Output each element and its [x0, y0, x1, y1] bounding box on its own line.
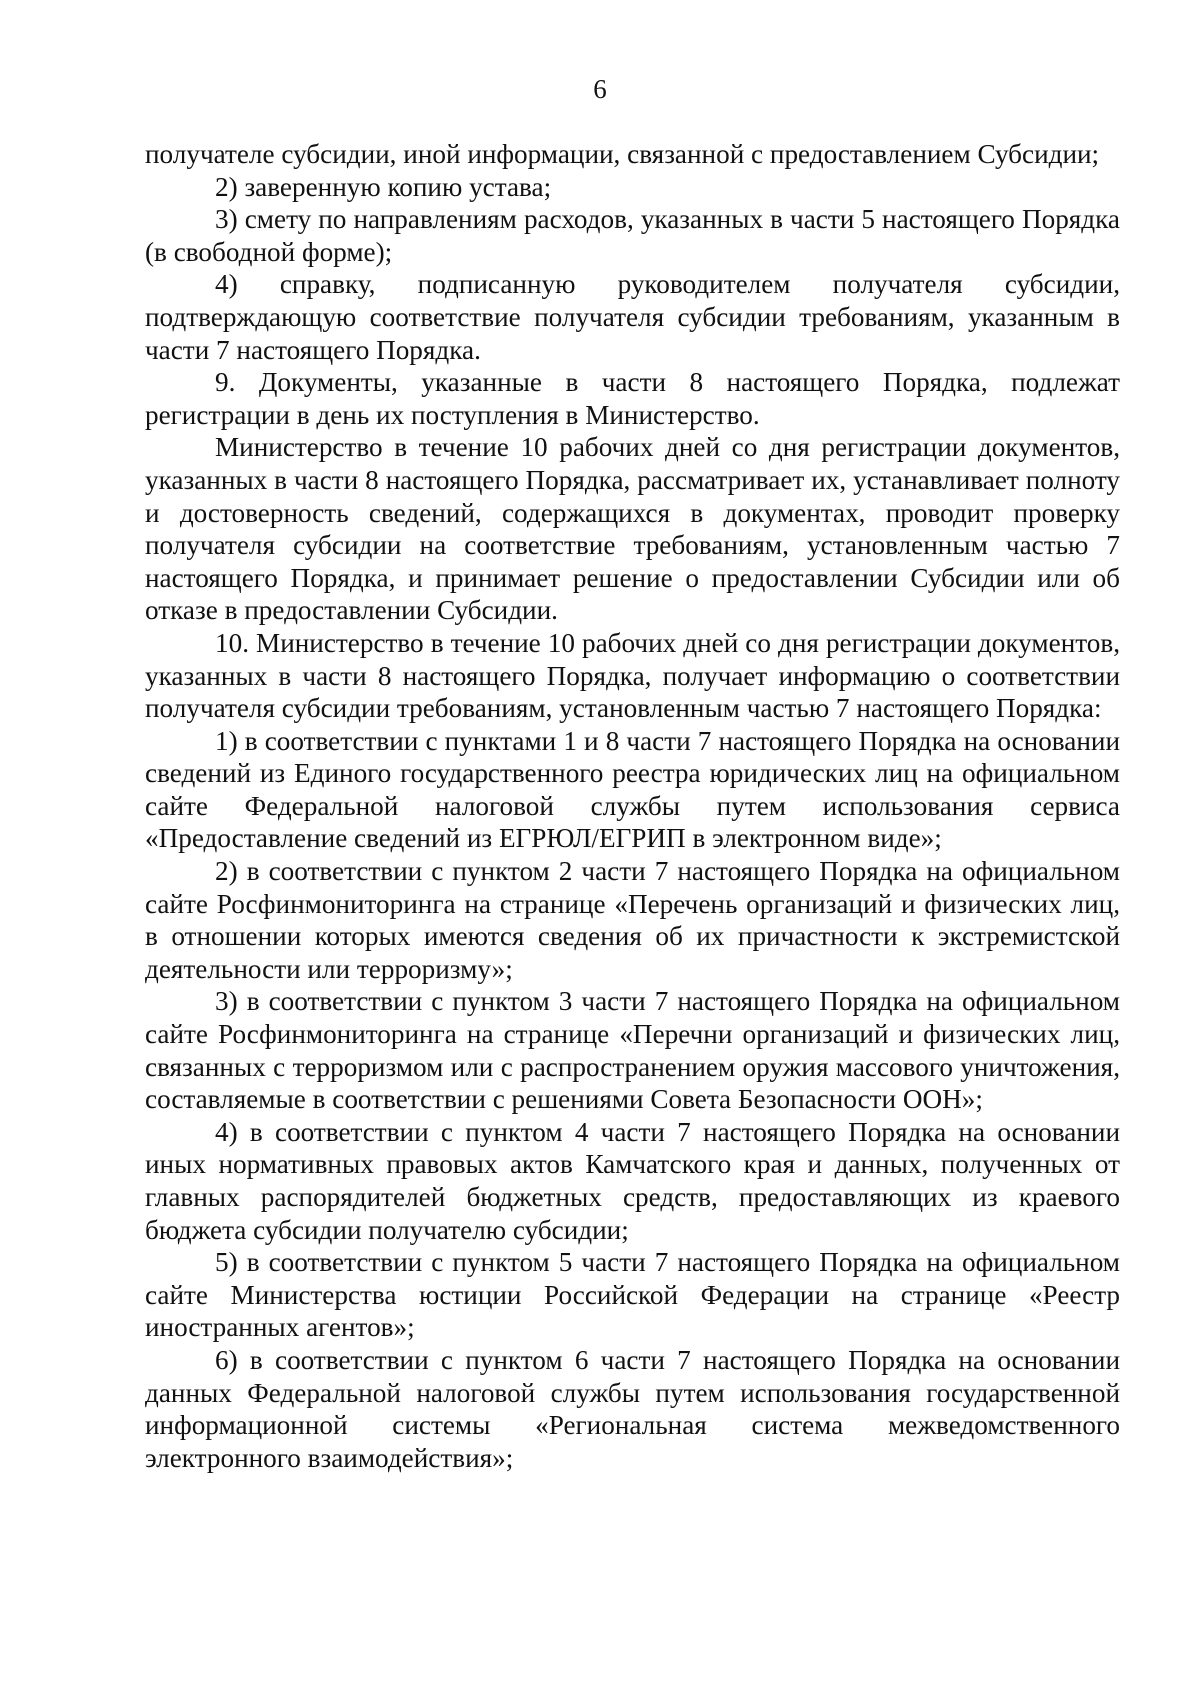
paragraph: 3) смету по направлениям расходов, указанных в части 5 настоящего Порядка (в свободной форме); — [145, 204, 1120, 267]
document-body — [145, 138, 1120, 1474]
paragraph: 2) в соответствии с пунктом 2 части 7 настоящего Порядка на официальном сайте Росфинмониторинга на странице «Перечень организаций и физических лиц, в отношении которых имеются сведения об их причастности к экстремистской деятельности или терроризму»; — [145, 856, 1120, 984]
paragraph: 1) в соответствии с пунктами 1 и 8 части 7 настоящего Порядка на основании сведений из Единого государственного реестра юридических лиц на официальном сайте Федеральной налоговой службы путем использования сервиса «Предоставление сведений из ЕГРЮЛ/ЕГРИП в электронном виде»; — [145, 725, 1120, 854]
paragraph: 3) в соответствии с пунктом 3 части 7 настоящего Порядка на официальном сайте Росфинмониторинга на странице «Перечни организаций и физических лиц, связанных с терроризмом или с распространением оружия массового уничтожения, составляемые в соответствии с решениями Совета Безопасности ООН»; — [145, 986, 1120, 1115]
page-number: 6 — [593, 74, 607, 104]
paragraph: 10. Министерство в течение 10 рабочих дней со дня регистрации документов, указанных в части 8 настоящего Порядка, получает информацию о соответствии получателя субсидии требованиям, установленным частью 7 настоящего Порядка: — [145, 627, 1120, 724]
paragraph: получателе субсидии, иной информации, связанной с предоставлением Субсидии; — [145, 139, 1100, 169]
paragraph: 4) справку, подписанную руководителем получателя субсидии, подтверждающую соответствие получателя субсидии требованиям, указанным в части 7 настоящего Порядка. — [145, 269, 1120, 365]
paragraph: 9. Документы, указанные в части 8 настоящего Порядка, подлежат регистрации в день их поступления в Министерство. — [145, 367, 1120, 430]
paragraph: 4) в соответствии с пунктом 4 части 7 настоящего Порядка на основании иных нормативных правовых актов Камчатского края и данных, полученных от главных распорядителей бюджетных средств, предоставляющих из краевого бюджета субсидии получателю субсидии; — [145, 1116, 1120, 1245]
paragraph: Министерство в течение 10 рабочих дней со дня регистрации документов, указанных в части 8 настоящего Порядка, рассматривает их, устанавливает полноту и достоверность сведений, содержащихся в документах, проводит проверку получателя субсидии на соответствие требованиям, установленным частью 7 настоящего Порядка, и принимает решение о предоставлении Субсидии или об отказе в предоставлении Субсидии. — [145, 432, 1120, 626]
paragraph: 6) в соответствии с пунктом 6 части 7 настоящего Порядка на основании данных Федеральной налоговой службы путем использования государственной информационной системы «Региональная система межведомственного электронного взаимодействия»; — [145, 1344, 1120, 1473]
paragraph: 2) заверенную копию устава; — [215, 171, 552, 202]
paragraph: 5) в соответствии с пунктом 5 части 7 настоящего Порядка на официальном сайте Министерства юстиции Российской Федерации на странице «Реестр иностранных агентов»; — [145, 1247, 1120, 1343]
